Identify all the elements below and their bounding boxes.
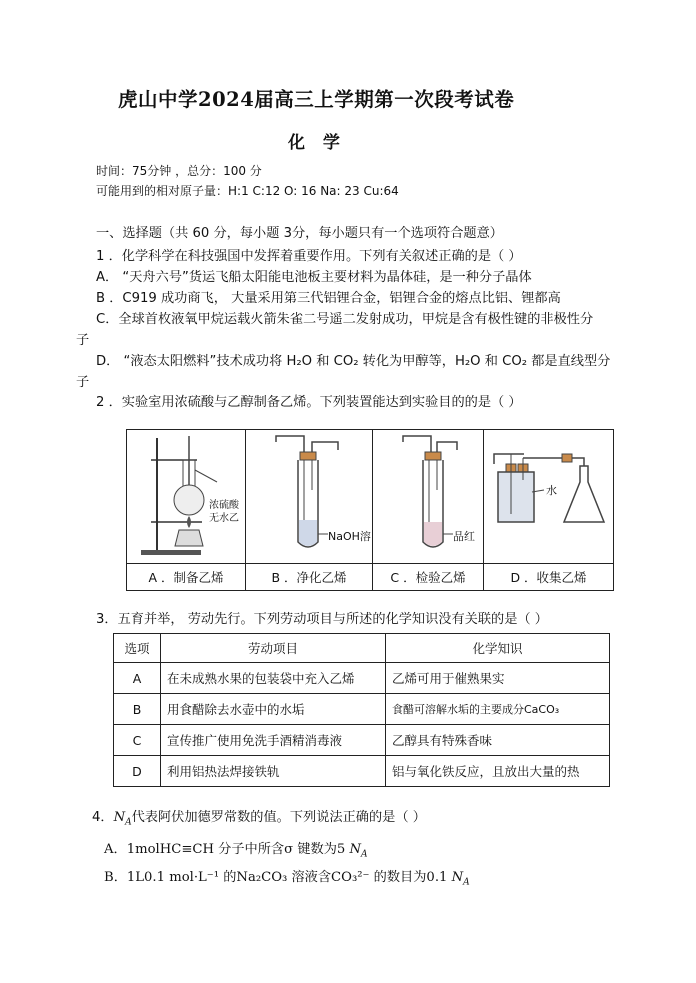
header-project: 劳动项目 xyxy=(161,634,386,663)
table-row xyxy=(114,694,610,725)
time-info: 时间：75分钟 ，总分：100 分 xyxy=(96,164,262,178)
table-row xyxy=(114,725,610,756)
figure-panel-b xyxy=(246,430,373,590)
row-knowledge: 乙烯可用于催熟果实 xyxy=(386,663,610,694)
section-heading: 一、选择题（共 60 分，每小题 3分，每小题只有一个选项符合题意） xyxy=(96,226,503,241)
naoh-label: NaOH溶 xyxy=(328,530,371,543)
q4-option-b-na-sub: A xyxy=(463,877,470,888)
row-project: 宣传推广使用免洗手酒精消毒液 xyxy=(161,725,386,756)
q1-option-d-wrap: 子 xyxy=(76,375,90,390)
q4-stem: 4．$N_A$代表阿伏加德罗常数的值。下列说法正确的是（ ） xyxy=(92,810,426,828)
row-knowledge: 铝与氧化铁反应，且放出大量的热 xyxy=(386,756,610,787)
row-project: 在未成熟水果的包装袋中充入乙烯 xyxy=(161,663,386,694)
figure-panel-a xyxy=(127,430,246,590)
header-knowledge: 化学知识 xyxy=(386,634,610,663)
caption-b: B ．净化乙烯 xyxy=(246,563,372,590)
q4-option-b-na: N xyxy=(451,870,464,885)
table-row xyxy=(114,663,610,694)
reagent-label-2: 无水乙 xyxy=(209,513,239,524)
q4-na-symbol: N xyxy=(113,810,126,825)
table-header-row xyxy=(114,634,610,663)
labor-table xyxy=(113,633,610,787)
figure-panel-d xyxy=(484,430,613,590)
q1-option-d: D． “液态太阳燃料”技术成功将 H₂O 和 CO₂ 转化为甲醇等，H₂O 和 CO₂ 都是直线型分 xyxy=(96,354,611,369)
row-knowledge: 乙醇具有特殊香味 xyxy=(386,725,610,756)
pinhong-label: 品红 xyxy=(453,530,475,543)
caption-c: C ．检验乙烯 xyxy=(373,563,483,590)
water-label: 水 xyxy=(546,484,557,497)
figure-panel-c xyxy=(373,430,484,590)
row-project: 利用铝热法焊接铁轨 xyxy=(161,756,386,787)
row-option: C xyxy=(114,725,161,756)
row-option: B xyxy=(114,694,161,725)
q4-option-a-na-sub: A xyxy=(361,849,368,860)
apparatus-figure xyxy=(126,429,614,591)
atomic-masses: 可能用到的相对原子量：H:1 C:12 O: 16 Na: 23 Cu:64 xyxy=(96,184,399,198)
q1-stem: 1 ．化学科学在科技强国中发挥着重要作用。下列有关叙述正确的是（ ） xyxy=(96,249,522,264)
subject-title: 化 学 xyxy=(288,133,346,153)
q4-option-a xyxy=(104,838,368,860)
reagent-label-1: 浓硫酸 xyxy=(209,500,239,511)
q4-na-subscript: A xyxy=(125,817,132,828)
q4-option-b xyxy=(104,866,470,888)
q1-option-c-wrap: 子 xyxy=(76,333,90,348)
caption-a: A ．制备乙烯 xyxy=(127,563,245,590)
q1-option-b: B ．C919 成功商飞， 大量采用第三代铝锂合金，铝锂合金的熔点比铝、锂都高 xyxy=(96,291,561,306)
q2-stem: 2 ．实验室用浓硫酸与乙醇制备乙烯。下列装置能达到实验目的的是（ ） xyxy=(96,395,522,410)
q4-option-a-text: A．1molHC≡CH 分子中所含σ 键数为5 xyxy=(104,842,350,857)
q4-stem-text: 代表阿伏加德罗常数的值。下列说法正确的是（ ） xyxy=(131,810,426,825)
q1-option-a: A． “天舟六号”货运飞船太阳能电池板主要材料为晶体硅，是一种分子晶体 xyxy=(96,270,532,285)
row-option: D xyxy=(114,756,161,787)
q4-option-a-na: N xyxy=(349,842,362,857)
exam-title: 虎山中学2024届高三上学期第一次段考试卷 xyxy=(118,88,515,111)
q1-option-c: C．全球首枚液氧甲烷运载火箭朱雀二号遥二发射成功，甲烷是含有极性键的非极性分 xyxy=(96,312,594,327)
row-knowledge: 食醋可溶解水垢的主要成分CaCO₃ xyxy=(386,694,610,725)
q4-option-b-text: B．1L0.1 mol·L⁻¹ 的Na₂CO₃ 溶液含CO₃²⁻ 的数目为0.1 xyxy=(104,870,452,885)
table-row xyxy=(114,756,610,787)
header-option: 选项 xyxy=(114,634,161,663)
row-project: 用食醋除去水壶中的水垢 xyxy=(161,694,386,725)
q3-stem: 3．五育并举， 劳动先行。下列劳动项目与所述的化学知识没有关联的是（ ） xyxy=(96,612,548,627)
row-option: A xyxy=(114,663,161,694)
caption-d: D ．收集乙烯 xyxy=(484,563,613,590)
